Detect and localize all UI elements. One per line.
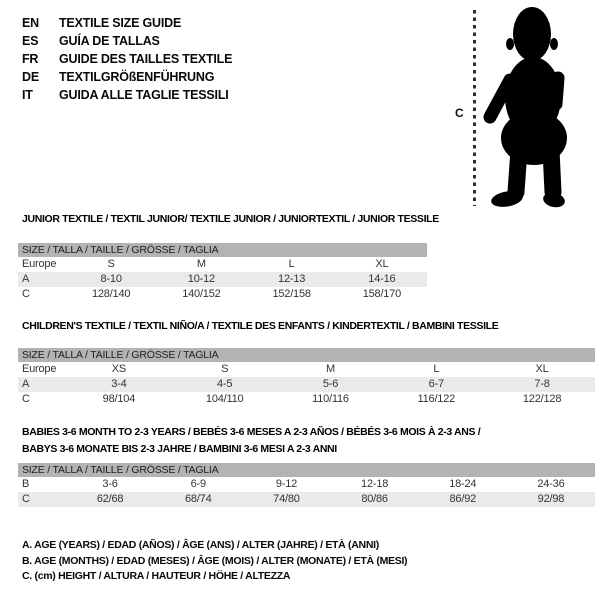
language-title-row <box>22 86 232 104</box>
children-table-title: CHILDREN'S TEXTILE / TEXTIL NIÑO/A / TEXTILE DES ENFANTS / KINDERTEXTIL / BAMBINI TESSILE <box>22 320 499 332</box>
table-row <box>18 272 427 287</box>
language-code: DE <box>22 70 39 84</box>
cell-value: 80/86 <box>361 493 388 505</box>
cell-value: 110/116 <box>312 393 349 405</box>
babies-size-table <box>18 463 595 507</box>
cell-value: 18-24 <box>449 478 477 490</box>
junior-table-title: JUNIOR TEXTILE / TEXTIL JUNIOR/ TEXTILE JUNIOR / JUNIORTEXTIL / JUNIOR TESSILE <box>22 213 439 225</box>
size-header-bar: SIZE / TALLA / TAILLE / GRÖSSE / TAGLIA <box>18 463 595 477</box>
cell-value: 158/170 <box>362 288 402 300</box>
row-label: A <box>22 378 30 390</box>
language-title: GUÍA DE TALLAS <box>59 34 160 48</box>
cell-value: 6-7 <box>428 378 444 390</box>
babies-title-line1: BABIES 3-6 MONTH TO 2-3 YEARS / BEBÉS 3-6 MESES A 2-3 AÑOS / BÉBÉS 3-6 MOIS À 2-3 ANS / <box>22 426 481 438</box>
table-row <box>18 362 595 377</box>
cell-value: L <box>433 363 440 375</box>
cell-value: 24-36 <box>537 478 565 490</box>
cell-value: 98/104 <box>102 393 136 405</box>
cell-value: 12-13 <box>278 273 306 285</box>
cell-value: L <box>288 258 295 270</box>
cell-value: 8-10 <box>100 273 122 285</box>
children-table-rows <box>18 362 595 407</box>
cell-value: 128/140 <box>91 288 131 300</box>
table-row <box>18 477 595 492</box>
footnote-line: A. AGE (YEARS) / EDAD (AÑOS) / ÂGE (ANS) / ALTER (JAHRE) / ETÀ (ANNI) <box>22 539 379 551</box>
cell-value: 3-6 <box>102 478 118 490</box>
cell-value: 62/68 <box>96 493 124 505</box>
cell-value: 92/98 <box>537 493 565 505</box>
cell-value: 116/122 <box>417 393 456 405</box>
cell-value: 104/110 <box>205 393 244 405</box>
cell-value: S <box>107 258 115 270</box>
babies-table-title <box>22 425 480 456</box>
table-row <box>18 392 595 407</box>
children-size-table <box>18 348 595 407</box>
measure-footnotes <box>22 538 407 585</box>
cell-value: XS <box>111 363 127 375</box>
size-header-bar: SIZE / TALLA / TAILLE / GRÖSSE / TAGLIA <box>18 243 427 257</box>
cell-value: 74/80 <box>273 493 300 505</box>
language-title-row <box>22 68 232 86</box>
junior-size-table <box>18 243 427 302</box>
language-title-row <box>22 50 232 68</box>
language-title: GUIDA ALLE TAGLIE TESSILI <box>59 88 229 102</box>
row-label: Europe <box>22 363 57 375</box>
cell-value: 5-6 <box>322 378 339 390</box>
cell-value: 12-18 <box>361 478 389 490</box>
height-measure-label-c: C <box>455 106 464 120</box>
table-row <box>18 287 427 302</box>
language-title-row <box>22 14 232 32</box>
table-row <box>18 257 427 272</box>
language-title-row <box>22 32 232 50</box>
cell-value: M <box>196 258 206 270</box>
cell-value: XL <box>535 363 549 375</box>
cell-value: 4-5 <box>217 378 233 390</box>
cell-value: 14-16 <box>368 273 396 285</box>
cell-value: 86/92 <box>449 493 477 505</box>
cell-value: 6-9 <box>190 478 206 490</box>
cell-value: 9-12 <box>275 478 298 490</box>
cell-value: 3-4 <box>111 378 127 390</box>
language-code: IT <box>22 88 33 102</box>
row-label: C <box>22 393 30 405</box>
cell-value: 68/74 <box>184 493 212 505</box>
row-label: C <box>22 288 30 300</box>
table-row <box>18 377 595 392</box>
footnote-line: B. AGE (MONTHS) / EDAD (MESES) / ÂGE (MOIS) / ALTER (MONATE) / ETÀ (MESI) <box>22 554 408 567</box>
cell-value: 140/152 <box>182 288 221 300</box>
language-code: EN <box>22 16 39 30</box>
babies-title-line2: BABYS 3-6 MONATE BIS 2-3 JAHRE / BAMBINI 3-6 MESI A 2-3 ANNI <box>22 443 337 455</box>
babies-table-rows <box>18 477 595 507</box>
size-header-bar: SIZE / TALLA / TAILLE / GRÖSSE / TAGLIA <box>18 348 595 362</box>
junior-table-rows <box>18 257 427 302</box>
cell-value: 152/158 <box>272 288 311 300</box>
language-code: ES <box>22 34 39 48</box>
cell-value: M <box>326 363 335 375</box>
cell-value: 7-8 <box>534 378 550 390</box>
language-title: TEXTILE SIZE GUIDE <box>59 16 182 30</box>
row-label: Europe <box>22 258 57 270</box>
baby-silhouette <box>490 7 567 209</box>
cell-value: XL <box>375 258 389 270</box>
language-title: GUIDE DES TAILLES TEXTILE <box>59 52 233 66</box>
language-title: TEXTILGRÖßENFÜHRUNG <box>59 70 215 84</box>
row-label: C <box>22 493 30 505</box>
footnote-line: C. (cm) HEIGHT / ALTURA / HAUTEUR / HÖHE / ALTEZZA <box>22 570 291 582</box>
cell-value: S <box>221 363 229 375</box>
language-title-list <box>22 14 232 104</box>
row-label: B <box>22 478 30 490</box>
language-code: FR <box>22 52 39 66</box>
row-label: A <box>22 273 30 285</box>
table-row <box>18 492 595 507</box>
cell-value: 10-12 <box>187 273 215 285</box>
baby-height-figure <box>450 0 600 215</box>
cell-value: 122/128 <box>522 393 562 405</box>
